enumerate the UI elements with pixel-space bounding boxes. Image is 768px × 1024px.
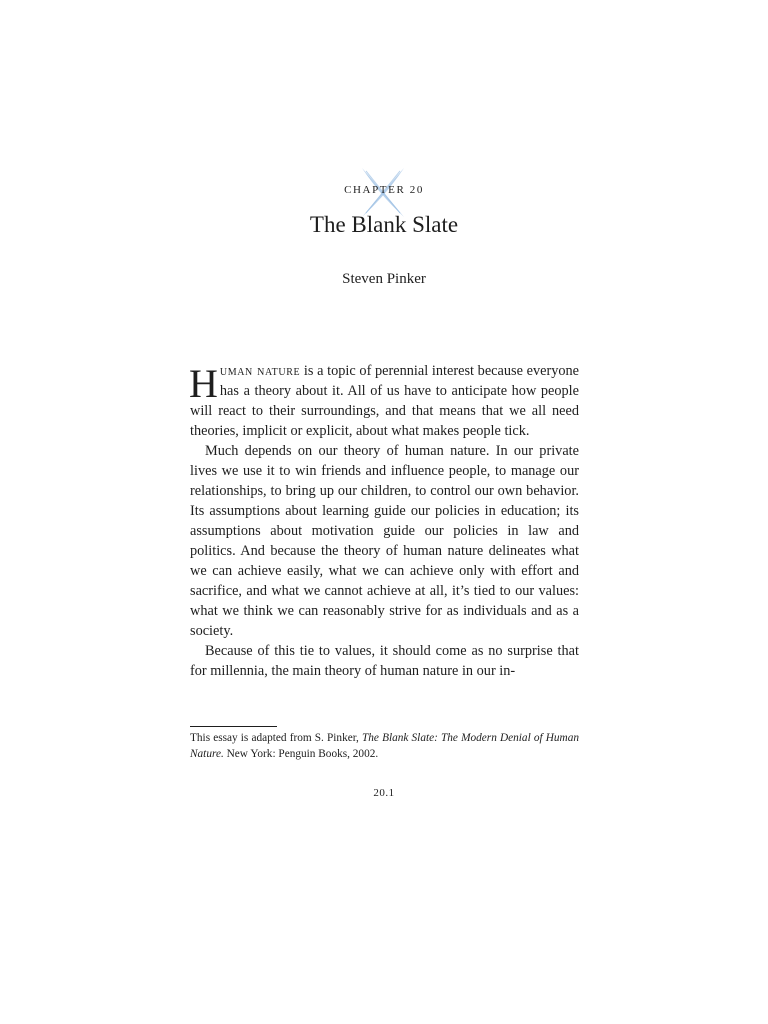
lead-in-smallcaps: uman nature (219, 363, 301, 379)
footnote-suffix: New York: Penguin Books, 2002. (223, 748, 379, 760)
paragraph-1 (190, 361, 579, 441)
body-text (190, 361, 579, 681)
paragraph-3: Because of this tie to values, it should come as no surprise that for millennia, the main theory of human nature in our in- (190, 643, 579, 679)
drop-cap: H (189, 361, 218, 406)
footnote-book-title: The Blank Slate: The Modern Denial of Human Nature. (190, 732, 579, 760)
paragraph-2: Much depends on our theory of human nature. In our private lives we use it to win friends and influence people, to manage our relationships, to bring up our children, to control our own behavior. Its assumptions about learning guide our policies in education; its assumptions about motivation guide our policies in law and politics. And because the theory of human nature delineates what we can achieve easily, what we can achieve only with effort and sacrifice, and what we cannot achieve at all, it’s tied to our values: what we think we can reasonably strive for as individuals and as a society. (190, 443, 579, 639)
footnote-prefix: This essay is adapted from S. Pinker, (190, 732, 362, 744)
chapter-label: CHAPTER 20 (344, 184, 424, 196)
footnote (190, 730, 579, 762)
chapter-title: The Blank Slate (309, 212, 459, 237)
footnote-rule (190, 726, 277, 727)
page-number: 20.1 (373, 787, 395, 799)
author-name: Steven Pinker (342, 271, 426, 287)
paragraph-1-text: is a topic of perennial interest because everyone has a theory about it. All of us have to anticipate how people will react to their surroundings, and that means that we all need theories, implicit or explicit, about what makes people tick. (190, 363, 579, 439)
